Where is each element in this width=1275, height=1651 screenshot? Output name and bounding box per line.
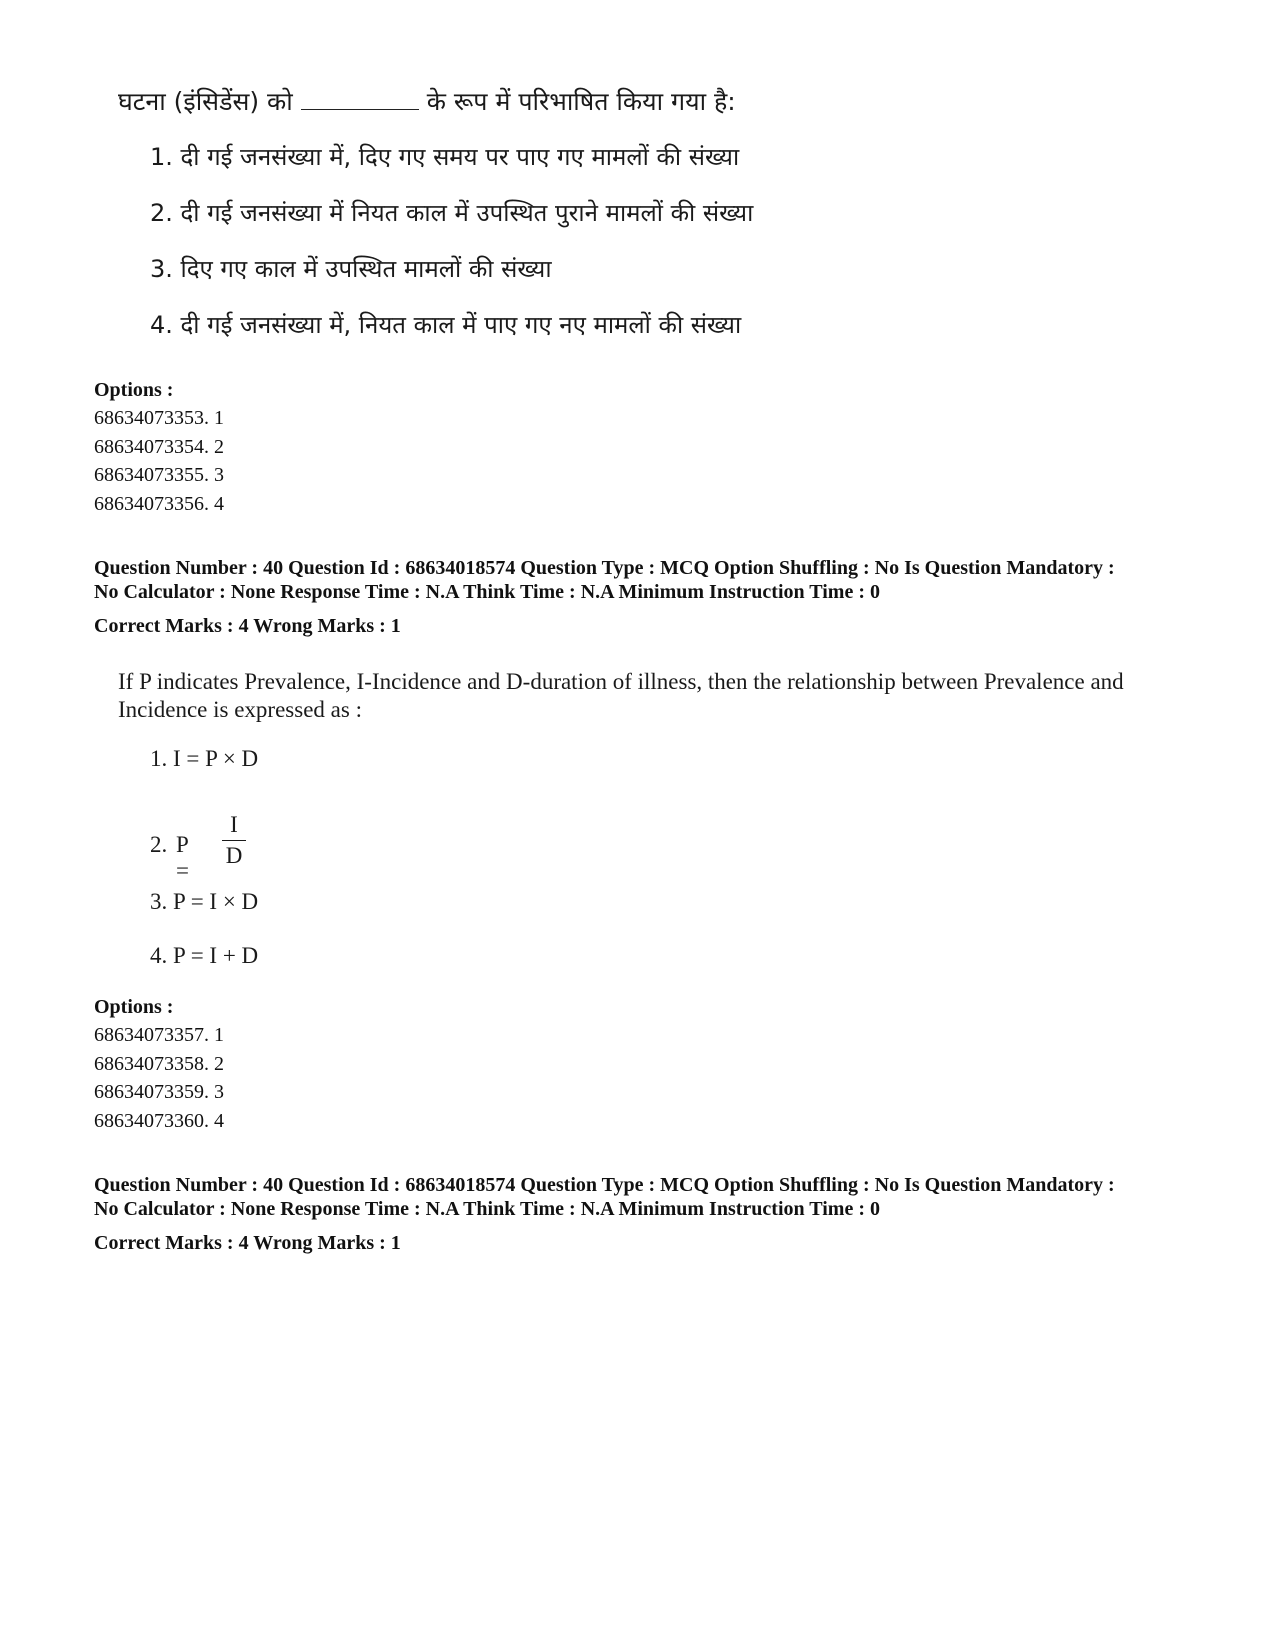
question-meta-line2: No Calculator : None Response Time : N.A Think Time : N.A Minimum Instruction Time : 0 — [94, 581, 880, 603]
hindi-question-stem — [118, 84, 736, 118]
choice-2-number: 2. — [150, 832, 168, 857]
question-meta-line2: No Calculator : None Response Time : N.A Think Time : N.A Minimum Instruction Time : 0 — [94, 1198, 880, 1220]
hindi-stem-after: के रूप में परिभाषित किया गया है: — [426, 87, 736, 116]
choice-2-lhs: P = — [176, 832, 189, 883]
english-choice-1: 1. I = P × D — [150, 746, 259, 771]
hindi-choice-3: 3. दिए गए काल में उपस्थित मामलों की संख्या — [150, 255, 552, 283]
option-line: 68634073358. 2 — [94, 1053, 224, 1075]
options-heading: Options : — [94, 379, 174, 401]
hindi-choice-1: 1. दी गई जनसंख्या में, दिए गए समय पर पाए गए मामलों की संख्या — [150, 143, 740, 171]
question-marks: Correct Marks : 4 Wrong Marks : 1 — [94, 1232, 401, 1254]
english-choice-3: 3. P = I × D — [150, 889, 259, 914]
hindi-stem-before: घटना (इंसिडेंस) को — [118, 87, 293, 116]
option-line: 68634073357. 1 — [94, 1024, 224, 1046]
option-line: 68634073355. 3 — [94, 464, 224, 486]
fraction — [222, 812, 246, 869]
hindi-choice-2: 2. दी गई जनसंख्या में नियत काल में उपस्थित पुराने मामलों की संख्या — [150, 199, 754, 227]
option-line: 68634073353. 1 — [94, 407, 224, 429]
option-line: 68634073360. 4 — [94, 1110, 224, 1132]
english-question-stem: If P indicates Prevalence, I-Incidence and D-duration of illness, then the relationship between Prevalence and Incidence is expressed as : — [118, 669, 1124, 722]
fraction-numerator: I — [230, 812, 238, 837]
hindi-choice-4: 4. दी गई जनसंख्या में, नियत काल में पाए गए नए मामलों की संख्या — [150, 311, 742, 339]
options-heading: Options : — [94, 996, 174, 1018]
option-line: 68634073356. 4 — [94, 493, 224, 515]
fraction-denominator: D — [225, 843, 243, 868]
question-meta — [94, 556, 1244, 604]
question-meta-line1: Question Number : 40 Question Id : 68634018574 Question Type : MCQ Option Shuffling : No Is Question Mandatory : — [94, 1174, 1115, 1196]
question-marks: Correct Marks : 4 Wrong Marks : 1 — [94, 615, 401, 637]
question-meta — [94, 1173, 1244, 1221]
option-line: 68634073359. 3 — [94, 1081, 224, 1103]
fraction-bar — [222, 840, 246, 841]
option-line: 68634073354. 2 — [94, 436, 224, 458]
question-meta-line1: Question Number : 40 Question Id : 68634018574 Question Type : MCQ Option Shuffling : No Is Question Mandatory : — [94, 557, 1115, 579]
english-choice-4: 4. P = I + D — [150, 943, 259, 968]
fill-blank — [301, 89, 419, 110]
